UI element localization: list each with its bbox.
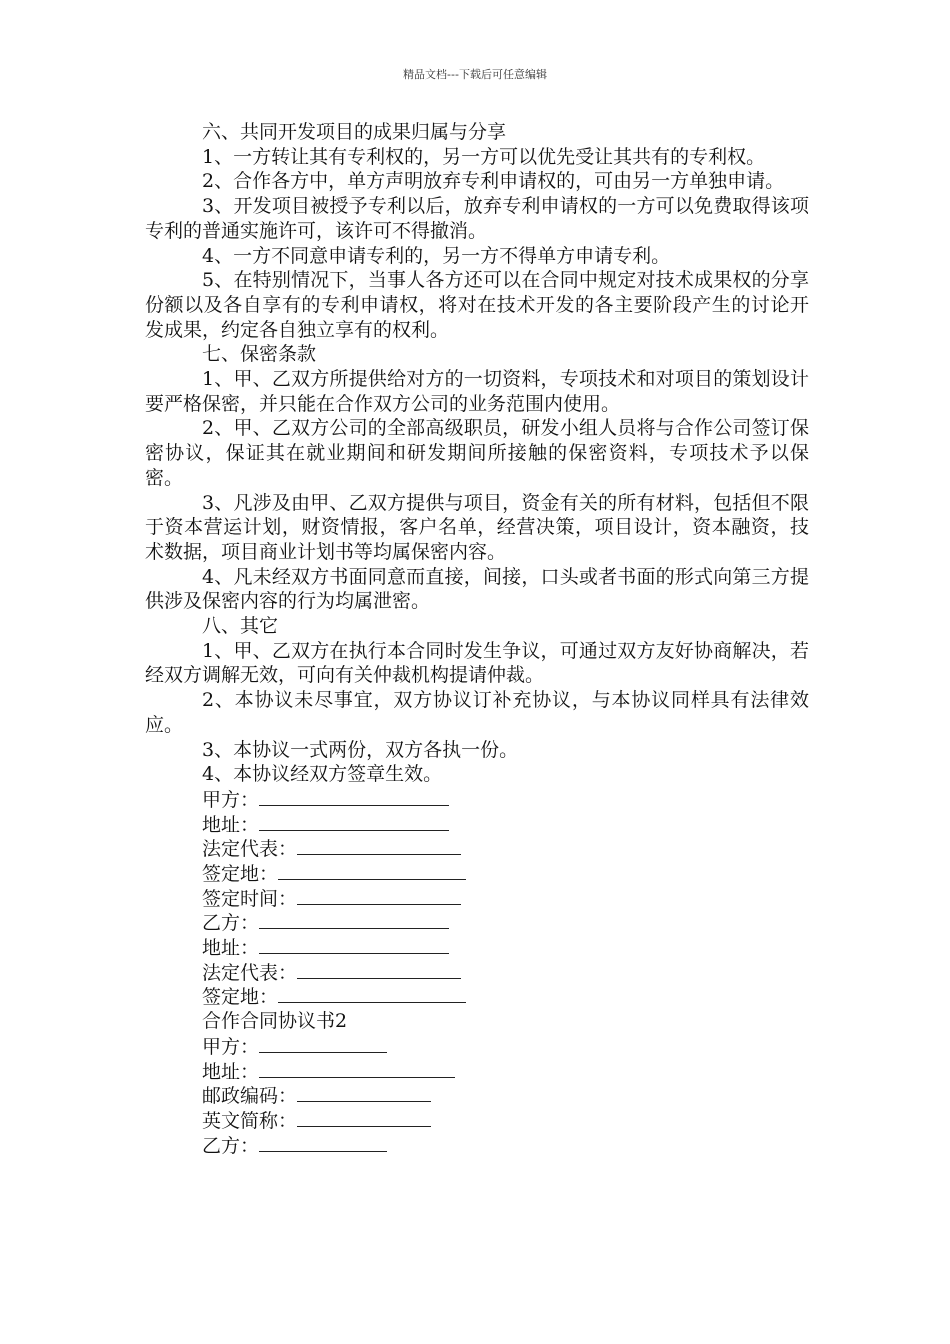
blank-line <box>297 836 461 855</box>
section-6-title: 六、共同开发项目的成果归属与分享 <box>202 121 507 143</box>
signature-address-a <box>145 812 809 837</box>
field-label: 地址： <box>202 813 260 836</box>
blank-line <box>297 960 461 979</box>
blank-line <box>259 787 449 806</box>
field-label: 甲方： <box>202 788 260 811</box>
blank-line <box>259 812 449 831</box>
contract-2-party-b <box>145 1133 809 1158</box>
section-7-item-2: 2、甲、乙双方公司的全部高级职员，研发小组人员将与合作公司签订保密协议，保证其在就业期间和研发期间所接触的保密资料，专项技术予以保密。 <box>145 417 809 489</box>
section-7-item-3: 3、凡涉及由甲、乙双方提供与项目，资金有关的所有材料，包括但不限于资本营运计划，财资情报，客户名单，经营决策，项目设计，资本融资，技术数据，项目商业计划书等均属保密内容。 <box>145 491 809 563</box>
section-6-item-3: 3、开发项目被授予专利以后，放弃专利申请权的一方可以免费取得该项专利的普通实施许可，该许可不得撤消。 <box>145 195 809 242</box>
section-8-title: 八、其它 <box>202 615 279 638</box>
section-7-item-4: 4、凡未经双方书面同意而直接，间接，口头或者书面的形式向第三方提供涉及保密内容的行为均属泄密。 <box>145 565 809 613</box>
page-header: 精品文档---下载后可任意编辑 <box>403 68 547 81</box>
contract-2-title: 合作合同协议书2 <box>202 1010 348 1033</box>
blank-line <box>259 935 449 954</box>
blank-line <box>259 910 449 929</box>
section-6-item-1: 1、一方转让其有专利权的，另一方可以优先受让其共有的专利权。 <box>202 145 766 168</box>
blank-line <box>278 984 466 1003</box>
section-6-item-2: 2、合作各方中，单方声明放弃专利申请权的，可由另一方单独申请。 <box>202 170 785 193</box>
signature-party-b <box>145 910 809 935</box>
field-label: 地址： <box>202 937 260 960</box>
section-8-item-4: 4、本协议经双方签章生效。 <box>202 763 443 786</box>
field-label: 法定代表： <box>202 838 298 861</box>
section-8-item-3: 3、本协议一式两份，双方各执一份。 <box>202 738 519 761</box>
contract-2-address <box>145 1059 809 1084</box>
field-label: 英文简称： <box>202 1109 298 1132</box>
signature-place-a <box>145 861 809 886</box>
field-label: 地址： <box>202 1060 260 1083</box>
signature-time <box>145 886 809 911</box>
signature-place-b <box>145 984 809 1009</box>
field-label: 甲方： <box>202 1035 260 1058</box>
blank-line <box>297 886 461 905</box>
blank-line <box>259 1133 387 1152</box>
contract-2-postal-code <box>145 1083 809 1108</box>
section-6-item-5: 5、在特别情况下，当事人各方还可以在合同中规定对技术成果权的分享份额以及各自享有的专利申请权，将对在技术开发的各主要阶段产生的讨论开发成果，约定各自独立享有的权利。 <box>145 269 809 341</box>
field-label: 乙方： <box>202 1134 260 1157</box>
section-7-title: 七、保密条款 <box>202 343 317 366</box>
section-8-item-2: 2、本协议未尽事宜，双方协议订补充协议，与本协议同样具有法律效应。 <box>145 689 809 736</box>
signature-address-b <box>145 935 809 960</box>
signature-legal-rep-a <box>145 836 809 861</box>
blank-line <box>259 1034 387 1053</box>
blank-line <box>278 861 466 880</box>
field-label: 签定地： <box>202 863 279 886</box>
section-6-item-4: 4、一方不同意申请专利的，另一方不得单方申请专利。 <box>202 244 671 267</box>
field-label: 邮政编码： <box>202 1085 298 1108</box>
signature-legal-rep-b <box>145 960 809 985</box>
blank-line <box>259 1059 455 1078</box>
field-label: 法定代表： <box>202 961 298 984</box>
section-7-item-1: 1、甲、乙双方所提供给对方的一切资料，专项技术和对项目的策划设计要严格保密，并只能在合作双方公司的业务范围内使用。 <box>145 368 809 415</box>
document-body <box>145 120 809 1157</box>
signature-party-a <box>145 787 809 812</box>
field-label: 签定地： <box>202 986 279 1009</box>
contract-2-party-a <box>145 1034 809 1059</box>
blank-line <box>297 1108 431 1127</box>
contract-2-english-abbr <box>145 1108 809 1133</box>
blank-line <box>297 1083 431 1102</box>
section-8-item-1: 1、甲、乙双方在执行本合同时发生争议，可通过双方友好协商解决，若经双方调解无效，可向有关仲裁机构提请仲裁。 <box>145 639 809 687</box>
field-label: 乙方： <box>202 912 260 935</box>
field-label: 签定时间： <box>202 887 298 910</box>
